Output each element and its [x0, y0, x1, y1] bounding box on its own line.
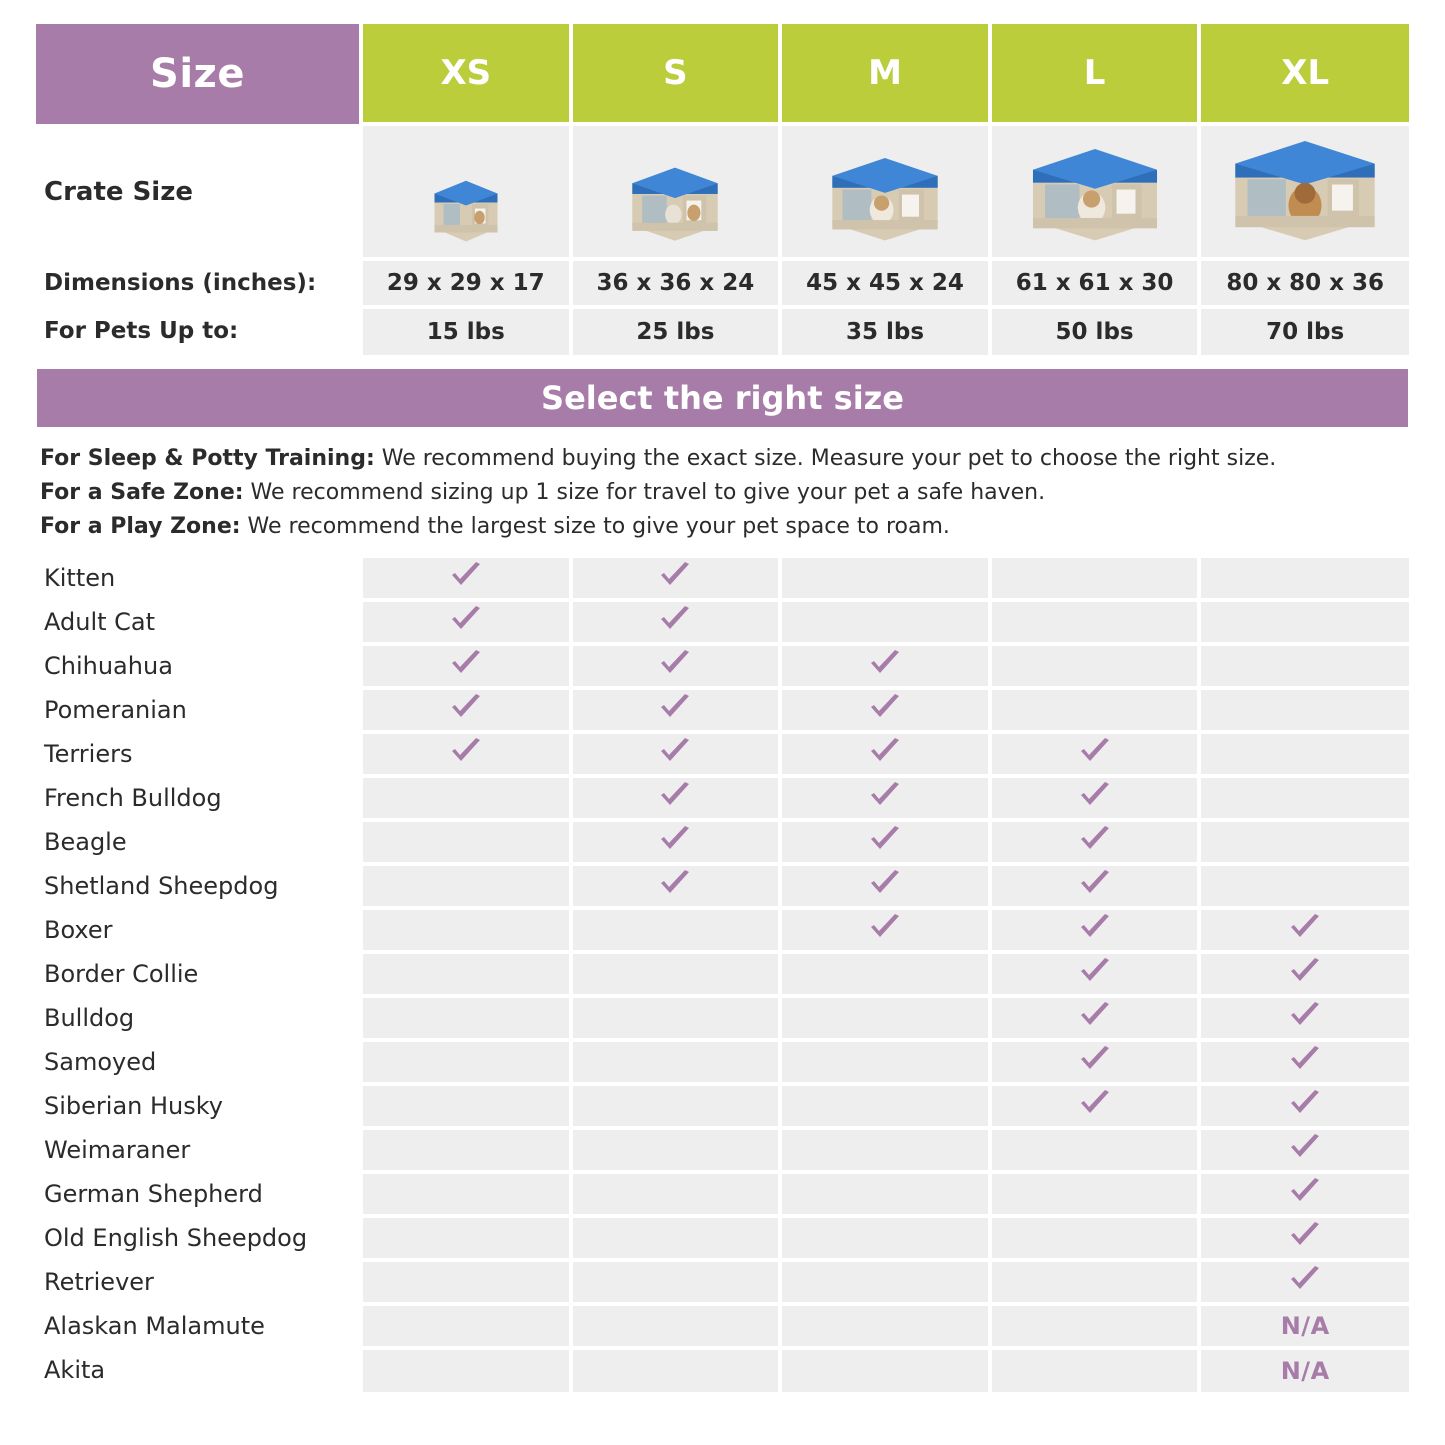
breed-fit-cell	[571, 864, 781, 908]
note-safe-zone-title: For a Safe Zone:	[40, 480, 244, 506]
size-chart-table	[36, 24, 1409, 554]
breed-fit-cell	[571, 1128, 781, 1172]
select-size-band-row	[36, 355, 1409, 428]
check-icon	[1078, 1045, 1112, 1075]
breed-fit-cell	[361, 1084, 571, 1128]
table-row	[36, 688, 1409, 732]
table-row	[36, 1260, 1409, 1304]
playpen-icon	[1015, 137, 1175, 249]
dimensions-xs: 29 x 29 x 17	[361, 259, 571, 307]
breed-fit-cell	[1199, 908, 1409, 952]
breed-name: French Bulldog	[36, 776, 361, 820]
crate-image-m	[780, 124, 990, 259]
playpen-icon	[616, 157, 734, 249]
check-icon	[868, 693, 902, 723]
check-icon	[449, 649, 483, 679]
breed-fit-cell	[571, 688, 781, 732]
check-icon	[449, 737, 483, 767]
breed-fit-cell	[361, 952, 571, 996]
crate-image-xl	[1199, 124, 1409, 259]
check-icon	[658, 693, 692, 723]
breed-fit-cell	[1199, 996, 1409, 1040]
check-icon	[658, 561, 692, 591]
check-icon	[1288, 1045, 1322, 1075]
dimensions-row	[36, 259, 1409, 307]
breed-fit-cell	[571, 1172, 781, 1216]
check-icon	[1078, 869, 1112, 899]
breed-fit-cell	[1199, 776, 1409, 820]
breed-fit-cell	[780, 644, 990, 688]
breed-fit-cell	[990, 776, 1200, 820]
breed-fit-cell	[990, 864, 1200, 908]
playpen-icon	[815, 147, 955, 249]
dimensions-label: Dimensions (inches):	[36, 259, 361, 307]
breed-fit-cell	[780, 1128, 990, 1172]
breed-fit-cell	[361, 776, 571, 820]
breed-fit-cell	[990, 556, 1200, 600]
breed-name: Adult Cat	[36, 600, 361, 644]
table-row	[36, 1348, 1409, 1392]
table-row	[36, 732, 1409, 776]
breed-fit-cell	[990, 1084, 1200, 1128]
note-sleep-potty-text: We recommend buying the exact size. Measure your pet to choose the right size.	[374, 446, 1277, 471]
crate-size-row	[36, 124, 1409, 259]
breed-fit-cell	[571, 556, 781, 600]
note-play-zone-title: For a Play Zone:	[40, 514, 241, 540]
breed-fit-cell	[780, 1348, 990, 1392]
note-safe-zone	[40, 476, 1405, 510]
breed-fit-cell	[571, 776, 781, 820]
breed-fit-cell	[990, 1172, 1200, 1216]
header-size-l: L	[990, 24, 1200, 124]
breed-fit-cell	[361, 1128, 571, 1172]
crate-image-l	[990, 124, 1200, 259]
breed-fit-cell	[1199, 820, 1409, 864]
breed-fit-cell	[780, 952, 990, 996]
breed-fit-cell	[780, 600, 990, 644]
breed-table	[36, 554, 1409, 1392]
notes-row	[36, 428, 1409, 554]
breed-fit-cell	[1199, 688, 1409, 732]
table-row	[36, 952, 1409, 996]
breed-fit-cell	[571, 600, 781, 644]
breed-fit-cell	[361, 864, 571, 908]
select-size-band: Select the right size	[37, 369, 1408, 427]
breed-fit-cell	[1199, 644, 1409, 688]
breed-fit-cell	[571, 996, 781, 1040]
breed-fit-cell	[990, 1304, 1200, 1348]
breed-fit-cell	[780, 688, 990, 732]
table-row	[36, 1128, 1409, 1172]
breed-name: Weimaraner	[36, 1128, 361, 1172]
not-available-label: N/A	[1280, 1312, 1330, 1341]
note-sleep-potty-title: For Sleep & Potty Training:	[40, 446, 375, 471]
breed-fit-cell	[780, 1304, 990, 1348]
breed-fit-cell	[1199, 732, 1409, 776]
breed-name: Old English Sheepdog	[36, 1216, 361, 1260]
check-icon	[658, 869, 692, 899]
weights-row	[36, 307, 1409, 355]
recommendation-notes	[36, 428, 1409, 554]
breed-name: Shetland Sheepdog	[36, 864, 361, 908]
breed-fit-cell	[361, 644, 571, 688]
breed-fit-cell	[780, 1172, 990, 1216]
breed-fit-cell	[1199, 1348, 1409, 1392]
breed-fit-cell	[361, 1260, 571, 1304]
crate-image-xs	[361, 124, 571, 259]
breed-fit-cell	[1199, 556, 1409, 600]
check-icon	[449, 561, 483, 591]
check-icon	[658, 737, 692, 767]
breed-fit-cell	[1199, 1216, 1409, 1260]
check-icon	[868, 913, 902, 943]
breed-fit-cell	[361, 1348, 571, 1392]
breed-fit-cell	[990, 952, 1200, 996]
header-size-xl: XL	[1199, 24, 1409, 124]
table-row	[36, 908, 1409, 952]
breed-fit-cell	[990, 820, 1200, 864]
breed-name: Terriers	[36, 732, 361, 776]
table-row	[36, 864, 1409, 908]
breed-fit-cell	[361, 1304, 571, 1348]
breed-fit-cell	[1199, 600, 1409, 644]
breed-fit-cell	[780, 776, 990, 820]
breed-fit-cell	[361, 688, 571, 732]
breed-fit-cell	[990, 1348, 1200, 1392]
check-icon	[868, 649, 902, 679]
note-play-zone-text: We recommend the largest size to give your pet space to roam.	[240, 514, 950, 540]
note-play-zone	[40, 510, 1405, 544]
breed-fit-cell	[1199, 1128, 1409, 1172]
table-row	[36, 556, 1409, 600]
breed-name: Samoyed	[36, 1040, 361, 1084]
check-icon	[658, 781, 692, 811]
breed-fit-cell	[780, 996, 990, 1040]
not-available-label: N/A	[1280, 1357, 1330, 1386]
table-row	[36, 644, 1409, 688]
band-wrapper	[36, 355, 1409, 428]
breed-fit-cell	[361, 996, 571, 1040]
dimensions-s: 36 x 36 x 24	[571, 259, 781, 307]
breed-fit-cell	[990, 732, 1200, 776]
table-row	[36, 820, 1409, 864]
breed-name: Kitten	[36, 556, 361, 600]
breed-fit-cell	[1199, 1172, 1409, 1216]
check-icon	[1288, 913, 1322, 943]
check-icon	[1078, 781, 1112, 811]
breed-name: Akita	[36, 1348, 361, 1392]
breed-name: Bulldog	[36, 996, 361, 1040]
breed-fit-cell	[361, 1216, 571, 1260]
header-row	[36, 24, 1409, 124]
breed-fit-cell	[1199, 1260, 1409, 1304]
breed-fit-cell	[990, 1128, 1200, 1172]
breed-name: Chihuahua	[36, 644, 361, 688]
breed-name: German Shepherd	[36, 1172, 361, 1216]
breed-fit-cell	[361, 556, 571, 600]
table-row	[36, 1172, 1409, 1216]
table-row	[36, 776, 1409, 820]
check-icon	[658, 605, 692, 635]
breed-name: Beagle	[36, 820, 361, 864]
header-size-m: M	[780, 24, 990, 124]
check-icon	[868, 869, 902, 899]
breed-name: Boxer	[36, 908, 361, 952]
check-icon	[1078, 825, 1112, 855]
breed-fit-cell	[571, 952, 781, 996]
crate-size-label: Crate Size	[36, 124, 361, 259]
breed-fit-cell	[780, 732, 990, 776]
check-icon	[1288, 1265, 1322, 1295]
breed-fit-cell	[571, 908, 781, 952]
weight-xs: 15 lbs	[361, 307, 571, 355]
table-row	[36, 1040, 1409, 1084]
dimensions-m: 45 x 45 x 24	[780, 259, 990, 307]
weights-label: For Pets Up to:	[36, 307, 361, 355]
breed-table-body	[36, 556, 1409, 1392]
check-icon	[1288, 1221, 1322, 1251]
weight-l: 50 lbs	[990, 307, 1200, 355]
table-row	[36, 1084, 1409, 1128]
check-icon	[868, 781, 902, 811]
breed-fit-cell	[571, 732, 781, 776]
header-size-label: Size	[36, 24, 361, 124]
breed-fit-cell	[361, 1040, 571, 1084]
breed-fit-cell	[361, 820, 571, 864]
breed-fit-cell	[571, 1260, 781, 1304]
header-size-s: S	[571, 24, 781, 124]
weight-s: 25 lbs	[571, 307, 781, 355]
breed-fit-cell	[361, 1172, 571, 1216]
breed-name: Pomeranian	[36, 688, 361, 732]
dimensions-xl: 80 x 80 x 36	[1199, 259, 1409, 307]
breed-fit-cell	[571, 1304, 781, 1348]
breed-fit-cell	[990, 1260, 1200, 1304]
playpen-icon	[1216, 127, 1394, 249]
breed-fit-cell	[571, 644, 781, 688]
check-icon	[1078, 957, 1112, 987]
breed-fit-cell	[571, 820, 781, 864]
breed-fit-cell	[990, 644, 1200, 688]
check-icon	[449, 605, 483, 635]
breed-fit-cell	[990, 1216, 1200, 1260]
weight-xl: 70 lbs	[1199, 307, 1409, 355]
breed-fit-cell	[990, 688, 1200, 732]
breed-fit-cell	[1199, 952, 1409, 996]
header-size-xs: XS	[361, 24, 571, 124]
check-icon	[1078, 913, 1112, 943]
check-icon	[1078, 1089, 1112, 1119]
check-icon	[449, 693, 483, 723]
check-icon	[658, 825, 692, 855]
check-icon	[1288, 1177, 1322, 1207]
breed-fit-cell	[571, 1348, 781, 1392]
breed-fit-cell	[780, 820, 990, 864]
breed-fit-cell	[990, 996, 1200, 1040]
breed-fit-cell	[780, 1216, 990, 1260]
breed-name: Alaskan Malamute	[36, 1304, 361, 1348]
breed-fit-cell	[1199, 1040, 1409, 1084]
breed-fit-cell	[990, 600, 1200, 644]
breed-fit-cell	[571, 1040, 781, 1084]
note-sleep-potty	[40, 442, 1405, 476]
breed-fit-cell	[361, 600, 571, 644]
check-icon	[1288, 1089, 1322, 1119]
breed-fit-cell	[1199, 1084, 1409, 1128]
note-safe-zone-text: We recommend sizing up 1 size for travel to give your pet a safe haven.	[243, 480, 1046, 506]
breed-fit-cell	[361, 908, 571, 952]
breed-name: Retriever	[36, 1260, 361, 1304]
breed-fit-cell	[571, 1216, 781, 1260]
check-icon	[1288, 957, 1322, 987]
table-row	[36, 996, 1409, 1040]
playpen-icon	[421, 171, 511, 249]
breed-fit-cell	[780, 908, 990, 952]
breed-fit-cell	[571, 1084, 781, 1128]
breed-fit-cell	[780, 1040, 990, 1084]
breed-fit-cell	[780, 864, 990, 908]
breed-fit-cell	[780, 556, 990, 600]
weight-m: 35 lbs	[780, 307, 990, 355]
breed-fit-cell	[780, 1260, 990, 1304]
breed-fit-cell	[1199, 1304, 1409, 1348]
dimensions-l: 61 x 61 x 30	[990, 259, 1200, 307]
table-row	[36, 1216, 1409, 1260]
check-icon	[1288, 1133, 1322, 1163]
breed-name: Border Collie	[36, 952, 361, 996]
breed-fit-cell	[780, 1084, 990, 1128]
table-row	[36, 1304, 1409, 1348]
check-icon	[1078, 1001, 1112, 1031]
table-row	[36, 600, 1409, 644]
check-icon	[658, 649, 692, 679]
breed-fit-cell	[990, 1040, 1200, 1084]
check-icon	[868, 825, 902, 855]
breed-name: Siberian Husky	[36, 1084, 361, 1128]
breed-fit-cell	[361, 732, 571, 776]
check-icon	[868, 737, 902, 767]
breed-fit-cell	[990, 908, 1200, 952]
check-icon	[1288, 1001, 1322, 1031]
breed-fit-cell	[1199, 864, 1409, 908]
check-icon	[1078, 737, 1112, 767]
crate-image-s	[571, 124, 781, 259]
